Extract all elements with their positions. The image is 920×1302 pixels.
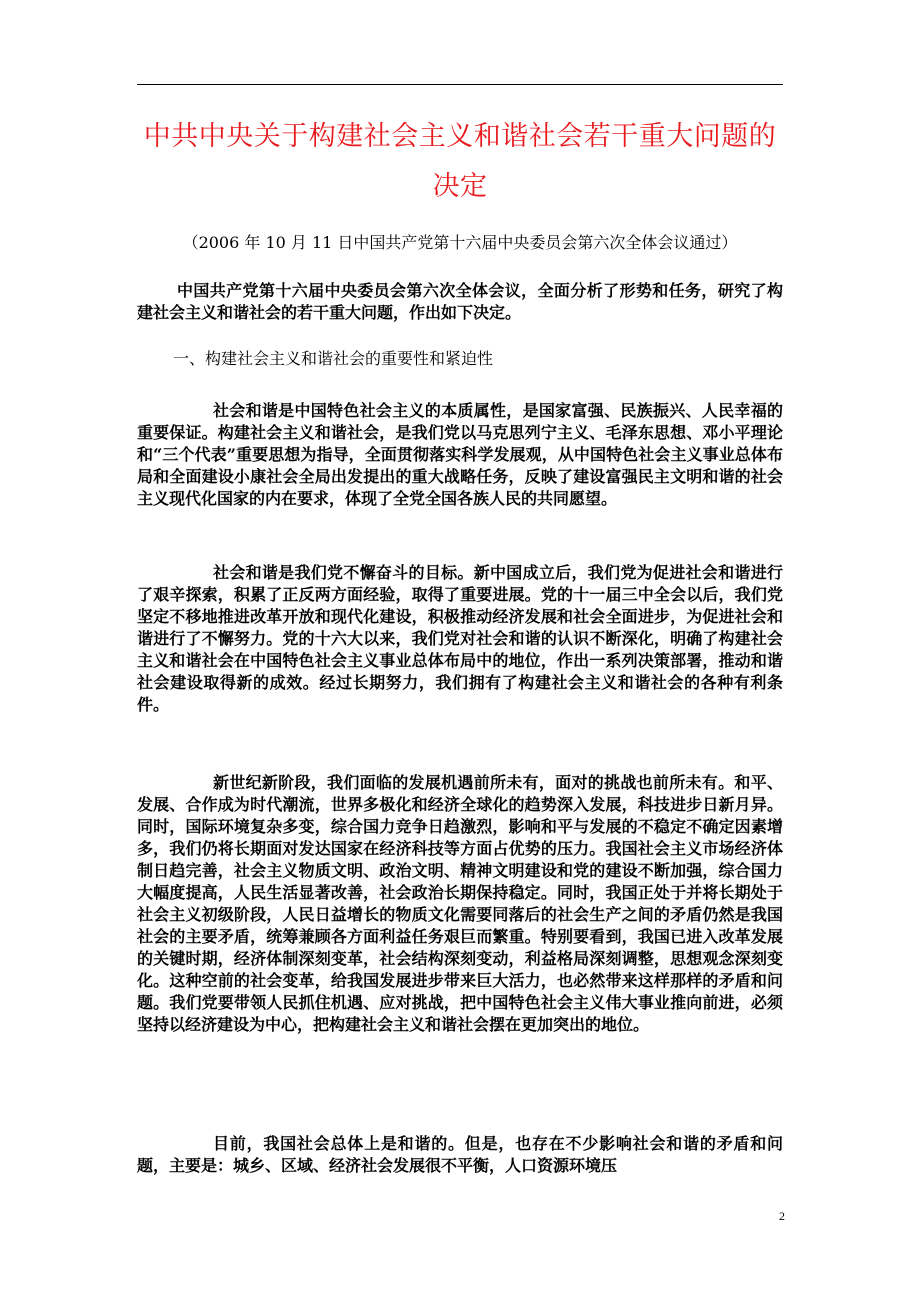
body-paragraph-3: 新世纪新阶段，我们面临的发展机遇前所未有，面对的挑战也前所未有。和平、发展、合作成为时代潮流，世界多极化和经济全球化的趋势深入发展，科技进步日新月异。同时，国际环境复杂多变，综合国力竞争日趋激烈，影响和平与发展的不稳定不确定因素增多，我们仍将长期面对发达国家在经济科技等方面占优势的压力。我国社会主义市场经济体制日趋完善，社会主义物质文明、政治文明、精神文明建设和党的建设不断加强，综合国力大幅度提高，人民生活显著改善，社会政治长期保持稳定。同时，我国正处于并将长期处于社会主义初级阶段，人民日益增长的物质文化需要同落后的社会生产之间的矛盾仍然是我国社会的主要矛盾，统筹兼顾各方面利益任务艰巨而繁重。特别要看到，我国已进入改革发展的关键时期，经济体制深刻变革，社会结构深刻变动，利益格局深刻调整，思想观念深刻变化。这种空前的社会变革，给我国发展进步带来巨大活力，也必然带来这样那样的矛盾和问题。我们党要带领人民抓住机遇、应对挑战，把中国特色社会主义伟大事业推向前进，必须坚持以经济建设为中心，把构建社会主义和谐社会摆在更加突出的地位。: [137, 773, 783, 1034]
body-paragraph-2: 社会和谐是我们党不懈奋斗的目标。新中国成立后，我们党为促进社会和谐进行了艰辛探索，积累了正反两方面经验，取得了重要进展。党的十一届三中全会以后，我们党坚定不移地推进改革开放和现代化建设，积极推动经济发展和社会全面进步，为促进社会和谐进行了不懈努力。党的十六大以来，我们党对社会和谐的认识不断深化，明确了构建社会主义和谐社会在中国特色社会主义事业总体布局中的地位，作出一系列决策部署，推动和谐社会建设取得新的成效。经过长期努力，我们拥有了构建社会主义和谐社会的各种有利条件。: [137, 563, 783, 714]
header-rule: [137, 84, 783, 85]
intro-paragraph: 中国共产党第十六届中央委员会第六次全体会议，全面分析了形势和任务，研究了构建社会主义和谐社会的若干重大问题，作出如下决定。: [137, 281, 783, 322]
document-subtitle: （2006 年 10 月 11 日中国共产党第十六届中央委员会第六次全体会议通过）: [182, 233, 738, 252]
page-number: 2: [779, 1209, 785, 1223]
section-heading: 一、构建社会主义和谐社会的重要性和紧迫性: [173, 349, 494, 368]
body-paragraph-4: 目前，我国社会总体上是和谐的。但是，也存在不少影响社会和谐的矛盾和问题，主要是：城乡、区域、经济社会发展很不平衡，人口资源环境压: [137, 1134, 783, 1175]
body-paragraph-1: 社会和谐是中国特色社会主义的本质属性，是国家富强、民族振兴、人民幸福的重要保证。构建社会主义和谐社会，是我们党以马克思列宁主义、毛泽东思想、邓小平理论和“三个代表”重要思想为指导，全面贯彻落实科学发展观，从中国特色社会主义事业总体布局和全面建设小康社会全局出发提出的重大战略任务，反映了建设富强民主文明和谐的社会主义现代化国家的内在要求，体现了全党全国各族人民的共同愿望。: [137, 401, 783, 508]
document-title: 中共中央关于构建社会主义和谐社会若干重大问题的决定: [143, 121, 777, 202]
